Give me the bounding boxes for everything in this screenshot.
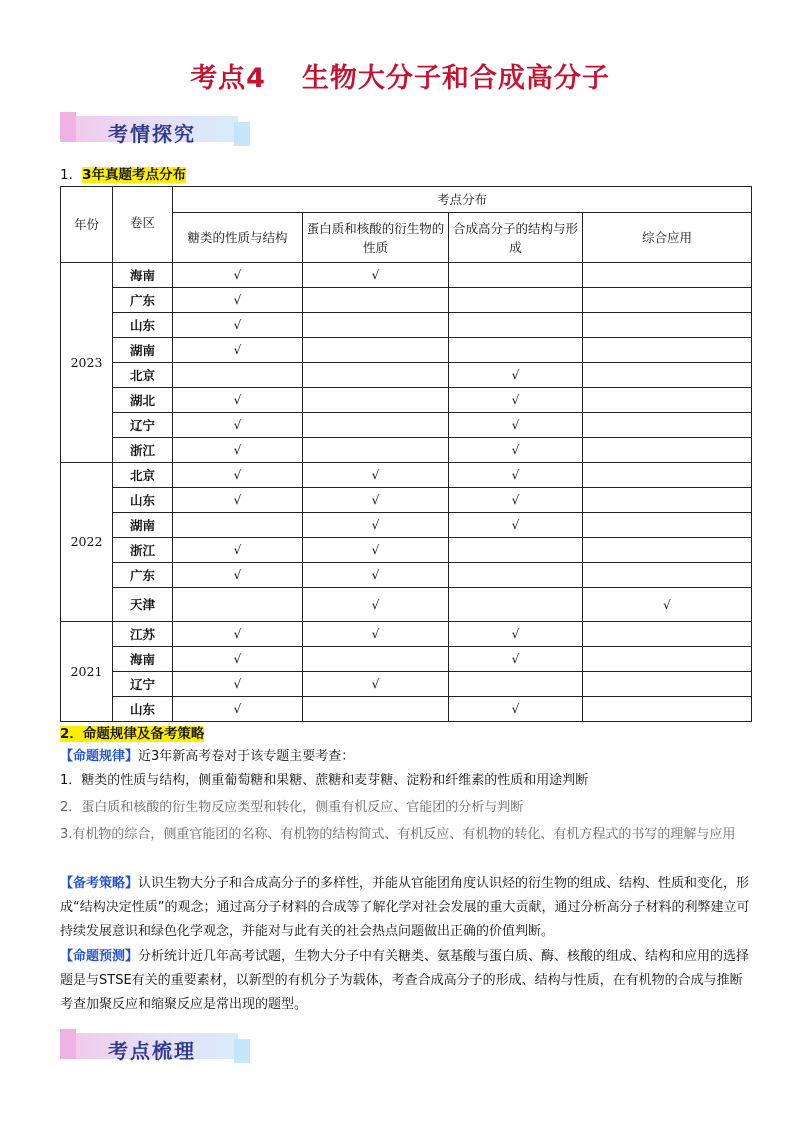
- check-cell: [583, 288, 752, 313]
- check-cell: [449, 338, 583, 363]
- check-cell: [449, 513, 583, 538]
- check-cell: [449, 588, 583, 622]
- table-row: [61, 288, 752, 313]
- rule-paragraph: 【命题规律】近3年新高考卷对于该专题主要考查：: [60, 749, 355, 764]
- year-cell: 2023: [61, 263, 113, 463]
- item-3: 3.有机物的综合，侧重官能团的名称、有机物的结构简式、有机反应、有机物的转化、有机方程式的书写的理解与应用: [60, 827, 736, 842]
- table-row: [61, 263, 752, 288]
- check-cell: [173, 672, 303, 697]
- region-cell: 广东: [113, 288, 173, 313]
- check-cell: [583, 697, 752, 722]
- checkmark-icon: √: [511, 443, 520, 457]
- check-cell: [303, 538, 449, 563]
- region-cell: 浙江: [113, 438, 173, 463]
- check-cell: [449, 438, 583, 463]
- check-cell: [449, 463, 583, 488]
- checkmark-icon: √: [511, 368, 520, 382]
- check-cell: [303, 697, 449, 722]
- checkmark-icon: √: [233, 568, 242, 582]
- check-cell: [449, 672, 583, 697]
- check-cell: [303, 363, 449, 388]
- check-cell: [173, 513, 303, 538]
- region-cell: 山东: [113, 313, 173, 338]
- checkmark-icon: √: [233, 318, 242, 332]
- check-cell: [173, 388, 303, 413]
- check-cell: [449, 538, 583, 563]
- check-cell: [583, 313, 752, 338]
- title-part1: 考点4: [190, 63, 266, 94]
- strategy-paragraph: 【备考策略】认识生物大分子和合成高分子的多样性，并能从官能团角度认识烃的衍生物的组成、结构、性质和变化，形成“结构决定性质”的观念；通过高分子材料的合成等了解化学对社会发展的重大贡献，通过分析高分子材料的利弊建立可持续发展意识和绿色化学观念，并能对与此有关的社会热点问题做出正确的价值判断。: [60, 876, 750, 939]
- checkmark-icon: √: [233, 652, 242, 666]
- checkmark-icon: √: [511, 493, 520, 507]
- check-cell: [583, 463, 752, 488]
- check-cell: [449, 413, 583, 438]
- checkmark-icon: √: [371, 568, 380, 582]
- check-cell: [583, 338, 752, 363]
- table-row: [61, 647, 752, 672]
- check-cell: [173, 413, 303, 438]
- region-cell: 北京: [113, 463, 173, 488]
- header-group: 考点分布: [173, 187, 752, 213]
- check-cell: [173, 438, 303, 463]
- checkmark-icon: √: [371, 597, 380, 612]
- header-col-1: 糖类的性质与结构: [173, 213, 303, 263]
- checkmark-icon: √: [233, 677, 242, 691]
- table-row: [61, 563, 752, 588]
- check-cell: [303, 647, 449, 672]
- checkmark-icon: √: [233, 418, 242, 432]
- checkmark-icon: √: [371, 268, 380, 282]
- check-cell: [449, 563, 583, 588]
- check-cell: [303, 513, 449, 538]
- item-2: 2．蛋白质和核酸的衍生物反应类型和转化，侧重有机反应、官能团的分析与判断: [60, 800, 524, 815]
- region-cell: 北京: [113, 363, 173, 388]
- region-cell: 浙江: [113, 538, 173, 563]
- check-cell: [303, 413, 449, 438]
- table-row: [61, 513, 752, 538]
- check-cell: [583, 363, 752, 388]
- header-year: 年份: [61, 187, 113, 263]
- table-row: [61, 413, 752, 438]
- checkmark-icon: √: [233, 293, 242, 307]
- region-cell: 辽宁: [113, 413, 173, 438]
- checkmark-icon: √: [371, 493, 380, 507]
- rule-tag: 【命题规律】: [60, 749, 139, 764]
- checkmark-icon: √: [371, 627, 380, 641]
- region-cell: 海南: [113, 647, 173, 672]
- forecast-tag: 【命题预测】: [60, 949, 139, 964]
- check-cell: [449, 263, 583, 288]
- check-cell: [583, 672, 752, 697]
- table-row: [61, 488, 752, 513]
- region-cell: 辽宁: [113, 672, 173, 697]
- banner-exam-analysis: [60, 112, 250, 148]
- checkmark-icon: √: [511, 418, 520, 432]
- check-cell: [173, 288, 303, 313]
- table-row: [61, 622, 752, 647]
- check-cell: [449, 288, 583, 313]
- checkmark-icon: √: [233, 702, 242, 716]
- check-cell: [173, 313, 303, 338]
- check-cell: [583, 488, 752, 513]
- check-cell: [173, 538, 303, 563]
- region-cell: 湖南: [113, 338, 173, 363]
- checkmark-icon: √: [663, 597, 671, 612]
- checkmark-icon: √: [511, 702, 520, 716]
- title-part2: 生物大分子和合成高分子: [301, 63, 610, 94]
- banner-text: 考情探究: [108, 122, 196, 146]
- table-row: [61, 538, 752, 563]
- region-cell: 天津: [113, 588, 173, 622]
- check-cell: [583, 647, 752, 672]
- check-cell: [583, 388, 752, 413]
- strategy-tag: 【备考策略】: [60, 876, 139, 891]
- year-cell: 2022: [61, 463, 113, 622]
- check-cell: [173, 263, 303, 288]
- checkmark-icon: √: [233, 493, 242, 507]
- check-cell: [173, 463, 303, 488]
- check-cell: [173, 363, 303, 388]
- check-cell: [173, 488, 303, 513]
- header-region: 卷区: [113, 187, 173, 263]
- table-row: [61, 388, 752, 413]
- check-cell: [449, 622, 583, 647]
- section2-label: 2．命题规律及备考策略: [60, 726, 205, 742]
- check-cell: [583, 413, 752, 438]
- section2-highlight: 命题规律及备考策略: [82, 726, 205, 742]
- forecast-paragraph: 【命题预测】分析统计近几年高考试题，生物大分子中有关糖类、氨基酸与蛋白质、酶、核酸的组成、结构和应用的选择题是与STSE有关的重要素材，以新型的有机分子为载体，考查合成高分子的形成、结构与性质，在有机物的合成与推断考查加聚反应和缩聚反应是常出现的题型。: [60, 949, 750, 1012]
- section1-label: 1．3年真题考点分布: [60, 167, 186, 183]
- exam-distribution-table: [60, 186, 752, 722]
- check-cell: [303, 288, 449, 313]
- check-cell: [303, 672, 449, 697]
- table-row: [61, 338, 752, 363]
- check-cell: [303, 338, 449, 363]
- check-cell: [303, 488, 449, 513]
- check-cell: [449, 313, 583, 338]
- checkmark-icon: √: [371, 543, 380, 557]
- table-row: [61, 438, 752, 463]
- banner-key-points: [60, 1029, 250, 1065]
- checkmark-icon: √: [511, 627, 520, 641]
- check-cell: [303, 438, 449, 463]
- table-row: [61, 588, 752, 622]
- item-1: 1．糖类的性质与结构，侧重葡萄糖和果糖、蔗糖和麦芽糖、淀粉和纤维素的性质和用途判断: [60, 773, 589, 788]
- check-cell: [303, 622, 449, 647]
- checkmark-icon: √: [511, 652, 520, 666]
- check-cell: [303, 313, 449, 338]
- checkmark-icon: √: [233, 443, 242, 457]
- region-cell: 湖南: [113, 513, 173, 538]
- check-cell: [583, 263, 752, 288]
- table-row: [61, 313, 752, 338]
- region-cell: 山东: [113, 697, 173, 722]
- table-row: [61, 697, 752, 722]
- checkmark-icon: √: [371, 468, 380, 482]
- checkmark-icon: √: [511, 468, 520, 482]
- check-cell: [449, 363, 583, 388]
- check-cell: [583, 438, 752, 463]
- check-cell: [583, 513, 752, 538]
- region-cell: 海南: [113, 263, 173, 288]
- checkmark-icon: √: [511, 518, 520, 532]
- checkmark-icon: √: [233, 343, 242, 357]
- check-cell: [303, 563, 449, 588]
- check-cell: [449, 697, 583, 722]
- check-cell: [173, 622, 303, 647]
- year-cell: 2021: [61, 622, 113, 722]
- check-cell: [173, 647, 303, 672]
- check-cell: [583, 622, 752, 647]
- check-cell: [583, 588, 752, 622]
- section1-highlight: 3年真题考点分布: [82, 167, 186, 183]
- check-cell: [303, 463, 449, 488]
- checkmark-icon: √: [233, 627, 242, 641]
- header-col-3: 合成高分子的结构与形成: [449, 213, 583, 263]
- checkmark-icon: √: [371, 518, 380, 532]
- check-cell: [583, 563, 752, 588]
- banner-text: 考点梳理: [108, 1039, 196, 1063]
- check-cell: [303, 388, 449, 413]
- table-row: [61, 463, 752, 488]
- check-cell: [583, 538, 752, 563]
- checkmark-icon: √: [233, 468, 242, 482]
- check-cell: [173, 697, 303, 722]
- checkmark-icon: √: [511, 393, 520, 407]
- checkmark-icon: √: [233, 543, 242, 557]
- checkmark-icon: √: [233, 268, 242, 282]
- header-col-2: 蛋白质和核酸的衍生物的性质: [303, 213, 449, 263]
- check-cell: [173, 563, 303, 588]
- check-cell: [173, 338, 303, 363]
- table-row: [61, 672, 752, 697]
- region-cell: 广东: [113, 563, 173, 588]
- check-cell: [173, 588, 303, 622]
- checkmark-icon: √: [371, 677, 380, 691]
- check-cell: [449, 647, 583, 672]
- region-cell: 湖北: [113, 388, 173, 413]
- page-title: [0, 56, 800, 95]
- header-col-4: 综合应用: [583, 213, 752, 263]
- check-cell: [303, 263, 449, 288]
- check-cell: [303, 588, 449, 622]
- region-cell: 江苏: [113, 622, 173, 647]
- check-cell: [449, 488, 583, 513]
- table-row: [61, 363, 752, 388]
- checkmark-icon: √: [233, 393, 242, 407]
- check-cell: [449, 388, 583, 413]
- region-cell: 山东: [113, 488, 173, 513]
